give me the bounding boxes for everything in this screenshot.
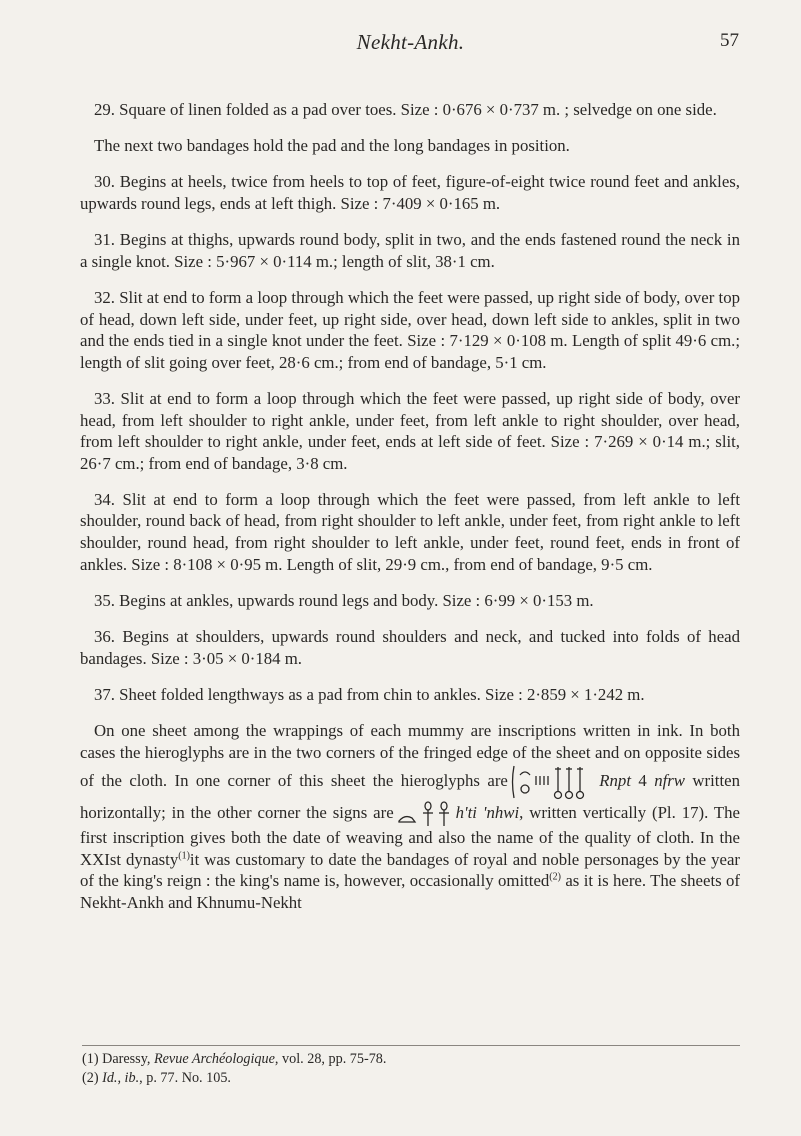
footnote-2: (2) Id., ib., p. 77. No. 105.	[82, 1070, 231, 1086]
footnotes	[82, 1050, 740, 1088]
paragraph-36: 36. Begins at shoulders, upwards round shoulders and neck, and tucked into folds of head bandages. Size : 3·05 × 0·184 m.	[80, 627, 740, 668]
paragraph-33: 33. Slit at end to form a loop through which the feet were passed, up right side of body, over head, from left shoulder to right ankle, under feet, from left ankle to right shoulder, over head, from left shoulder to right ankle, under feet, ends at left side of feet. Size : 7·269 × 0·14 m.; slit, 26·7 cm.; from end of bandage, 3·8 cm.	[80, 388, 740, 473]
paragraph-31: 31. Begins at thighs, upwards round body, split in two, and the ends fastened round the neck in a single knot. Size : 5·967 × 0·114 m.; length of slit, 38·1 cm.	[80, 230, 740, 271]
body-text	[80, 99, 740, 914]
footnote-1: (1) Daressy, Revue Archéologique, vol. 28, pp. 75-78.	[82, 1051, 387, 1067]
hieroglyph-ankh-group-icon	[397, 801, 453, 827]
hieroglyph-year-4-nefer-group-icon	[511, 763, 589, 801]
footnote-divider	[82, 1045, 740, 1046]
paragraph-29: 29. Square of linen folded as a pad over toes. Size : 0·676 × 0·737 m. ; selvedge on one side.	[94, 100, 717, 119]
paragraph-37: 37. Sheet folded lengthways as a pad from chin to ankles. Size : 2·859 × 1·242 m.	[94, 684, 645, 704]
paragraph-inscriptions: On one sheet among the wrappings of each mummy are inscriptions written in ink. In both cases the hieroglyphs are in the two corners of the fringed edge of the sheet and on opposite sides of the cloth. In one corner of this sheet the hieroglyphs are Rnpt 4 nfrw written horizontally; in the other corner the signs are h'ti 'nhwi, written vertically (Pl. 17). The first inscription gives both the date of weaving and also the name of the quality of cloth. In the XXIst dynasty$^{(1)}$it was customary to date the bandages of royal and noble personages by the year of the king's reign : the king's name is, however, occasionally omitted$^{(2)}$ as it is here. The sheets of Nekht-Ankh and Khnumu-Nekht	[80, 721, 741, 912]
page-header	[80, 30, 741, 60]
paragraph-30: 30. Begins at heels, twice from heels to top of feet, figure-of-eight twice round feet and ankles, upwards round legs, ends at left thigh. Size : 7·409 × 0·165 m.	[80, 172, 740, 213]
page-number: 57	[720, 30, 739, 51]
paragraph-35: 35. Begins at ankles, upwards round legs and body. Size : 6·99 × 0·153 m.	[94, 590, 594, 610]
paragraph-32: 32. Slit at end to form a loop through which the feet were passed, up right side of body, over top of head, down left side, under feet, up right side, over head, down left side to ankles, split in two and the ends tied in a single knot under the feet. Size : 7·129 × 0·108 m. Length of split 49·6 cm.; length of slit going over feet, 28·6 cm.; from end of bandage, 5·1 cm.	[80, 287, 740, 372]
paragraph-bandages-note: The next two bandages hold the pad and the long bandages in position.	[94, 136, 570, 156]
paragraph-34: 34. Slit at end to form a loop through which the feet were passed, from left ankle to left shoulder, round back of head, from right shoulder to left ankle, under feet, from right ankle to left shoulder, round head, from right shoulder to left ankle, under feet, round feet, ends in front of ankles. Size : 8·108 × 0·95 m. Length of slit, 29·9 cm., from end of bandage, 9·5 cm.	[80, 489, 740, 574]
running-title: Nekht-Ankh.	[356, 30, 465, 54]
